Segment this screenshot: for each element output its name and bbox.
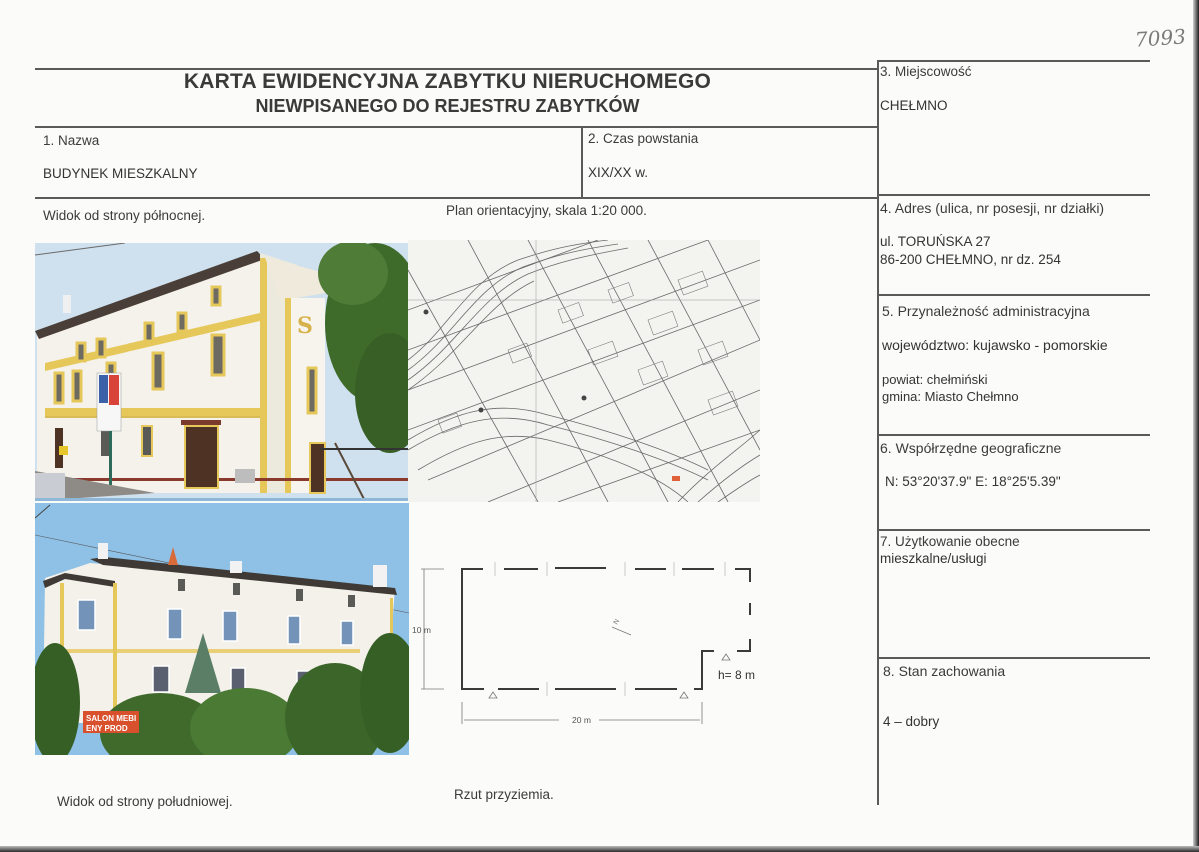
caption-south-view: Widok od strony południowej.	[57, 794, 233, 809]
svg-text:ENY PROD: ENY PROD	[86, 724, 128, 733]
caption-orientation-plan: Plan orientacyjny, skala 1:20 000.	[446, 203, 647, 218]
card-title: KARTA EWIDENCYJNA ZABYTKU NIERUCHOMEGO	[183, 70, 712, 93]
wojewodztwo-value: województwo: kujawsko - pomorskie	[882, 337, 1108, 353]
nazwa-label: 1. Nazwa	[43, 133, 100, 148]
wspolrzedne-label: 6. Współrzędne geograficzne	[880, 440, 1062, 456]
caption-ground-plan: Rzut przyziemia.	[454, 787, 554, 802]
uzytkowanie-label: 7. Użytkowanie obecne	[880, 534, 1020, 549]
rule-right-7	[877, 657, 1150, 659]
stan-value: 4 – dobry	[883, 714, 940, 729]
przynaleznosc-label: 5. Przynależność administracyjna	[882, 303, 1090, 319]
rule-right-4	[877, 294, 1150, 296]
floor-plan-drawing	[409, 502, 760, 750]
inventory-number: 7093	[1134, 24, 1187, 52]
gmina-value: gmina: Miasto Chełmno	[882, 389, 1019, 404]
map-location-marker	[672, 476, 680, 481]
stan-label: 8. Stan zachowania	[883, 663, 1006, 679]
scan-edge-right	[1193, 0, 1199, 852]
building-south-illustration	[35, 503, 409, 755]
rule-right-6	[877, 529, 1150, 531]
rule-right-5	[877, 434, 1150, 436]
scan-edge-bottom	[0, 846, 1199, 852]
svg-text:20 m: 20 m	[572, 715, 591, 725]
caption-north-view: Widok od strony północnej.	[43, 208, 206, 223]
card-subtitle: NIEWPISANEGO DO REJESTRU ZABYTKÓW	[255, 96, 640, 116]
svg-text:h= 8 m: h= 8 m	[718, 668, 756, 682]
column-divider	[877, 60, 879, 805]
rule-under-title	[35, 126, 877, 128]
czas-powstania-label: 2. Czas powstania	[588, 131, 699, 146]
city-map-illustration	[408, 240, 760, 502]
orientation-map	[408, 240, 760, 502]
svg-text:S: S	[297, 313, 313, 339]
miejscowosc-value: CHEŁMNO	[880, 98, 948, 113]
divider-1-2	[581, 126, 583, 198]
wspolrzedne-value: N: 53°20'37.9" E: 18°25'5.39"	[885, 474, 1061, 489]
rule-under-fields	[35, 197, 877, 199]
photo-north-view	[35, 243, 408, 501]
adres-label: 4. Adres (ulica, nr posesji, nr działki)	[880, 200, 1105, 216]
rule-right-3	[877, 194, 1150, 196]
uzytkowanie-value: mieszkalne/usługi	[880, 551, 987, 566]
photo-south-view	[35, 503, 409, 755]
svg-text:10 m: 10 m	[412, 625, 431, 635]
ground-floor-plan	[409, 502, 760, 750]
adres-line1: ul. TORUŃSKA 27	[880, 234, 991, 249]
czas-powstania-value: XIX/XX w.	[588, 165, 649, 180]
svg-text:SALON MEBI: SALON MEBI	[86, 714, 137, 723]
rule-top-right	[877, 60, 1150, 62]
adres-line2: 86-200 CHEŁMNO, nr dz. 254	[880, 252, 1061, 267]
miejscowosc-label: 3. Miejscowość	[880, 64, 972, 79]
building-north-illustration	[35, 243, 408, 501]
nazwa-value: BUDYNEK MIESZKALNY	[43, 166, 198, 181]
svg-text:N: N	[612, 618, 622, 626]
powiat-value: powiat: chełmiński	[882, 372, 988, 387]
